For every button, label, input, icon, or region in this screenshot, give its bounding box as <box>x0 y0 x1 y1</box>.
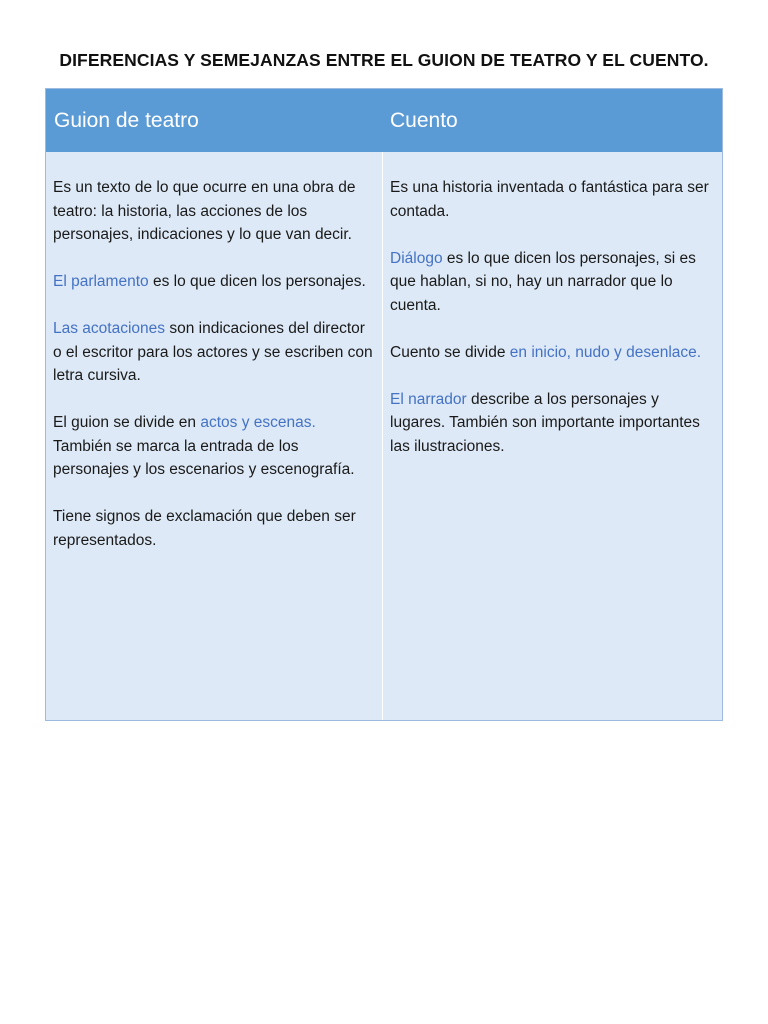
guion-division <box>53 411 376 482</box>
acotaciones-text: son indicaciones del director o el escritor para los actores y se escriben con letra cursiva. <box>53 320 373 384</box>
division-intro: El guion se divide en <box>53 414 201 431</box>
cuento-narrador <box>390 388 716 459</box>
header-guion-de-teatro: Guion de teatro <box>54 109 199 132</box>
comparison-table <box>45 88 723 721</box>
term-narrador: El narrador <box>390 390 467 408</box>
cuento-dialogo <box>390 247 716 318</box>
guion-exclamacion: Tiene signos de exclamación que deben ser representados. <box>53 508 356 549</box>
term-acotaciones: Las acotaciones <box>53 320 166 337</box>
table-header-row <box>46 89 722 152</box>
parlamento-text: es lo que dicen los personajes. <box>148 273 366 290</box>
cuento-division <box>390 341 716 365</box>
term-dialogo: Diálogo <box>390 249 443 267</box>
page-title: DIFERENCIAS Y SEMEJANZAS ENTRE EL GUION DE TEATRO Y EL CUENTO. <box>59 50 709 70</box>
narrador-text: describe a los personajes y lugares. También son importante importantes las ilustraciones. <box>390 390 700 455</box>
cuento-division-intro: Cuento se divide <box>390 343 510 361</box>
cuento-definition: Es una historia inventada o fantástica para ser contada. <box>390 179 709 220</box>
term-actos-escenas: actos y escenas. <box>200 414 316 431</box>
guion-definition: Es un texto de lo que ocurre en una obra de teatro: la historia, las acciones de los personajes, indicaciones y lo que van decir. <box>53 179 356 243</box>
table-body-row <box>46 152 722 720</box>
cuento-column <box>383 152 722 720</box>
dialogo-text: es lo que dicen los personajes, si es que hablan, si no, hay un narrador que lo cuenta. <box>390 249 696 314</box>
guion-parlamento <box>53 270 376 294</box>
guion-column <box>46 152 383 720</box>
term-parlamento: El parlamento <box>53 273 149 290</box>
division-text: También se marca la entrada de los personajes y los escenarios y escenografía. <box>53 437 355 478</box>
header-cuento: Cuento <box>390 109 458 132</box>
guion-acotaciones <box>53 317 376 388</box>
term-inicio-nudo-desenlace: en inicio, nudo y desenlace. <box>509 343 702 361</box>
